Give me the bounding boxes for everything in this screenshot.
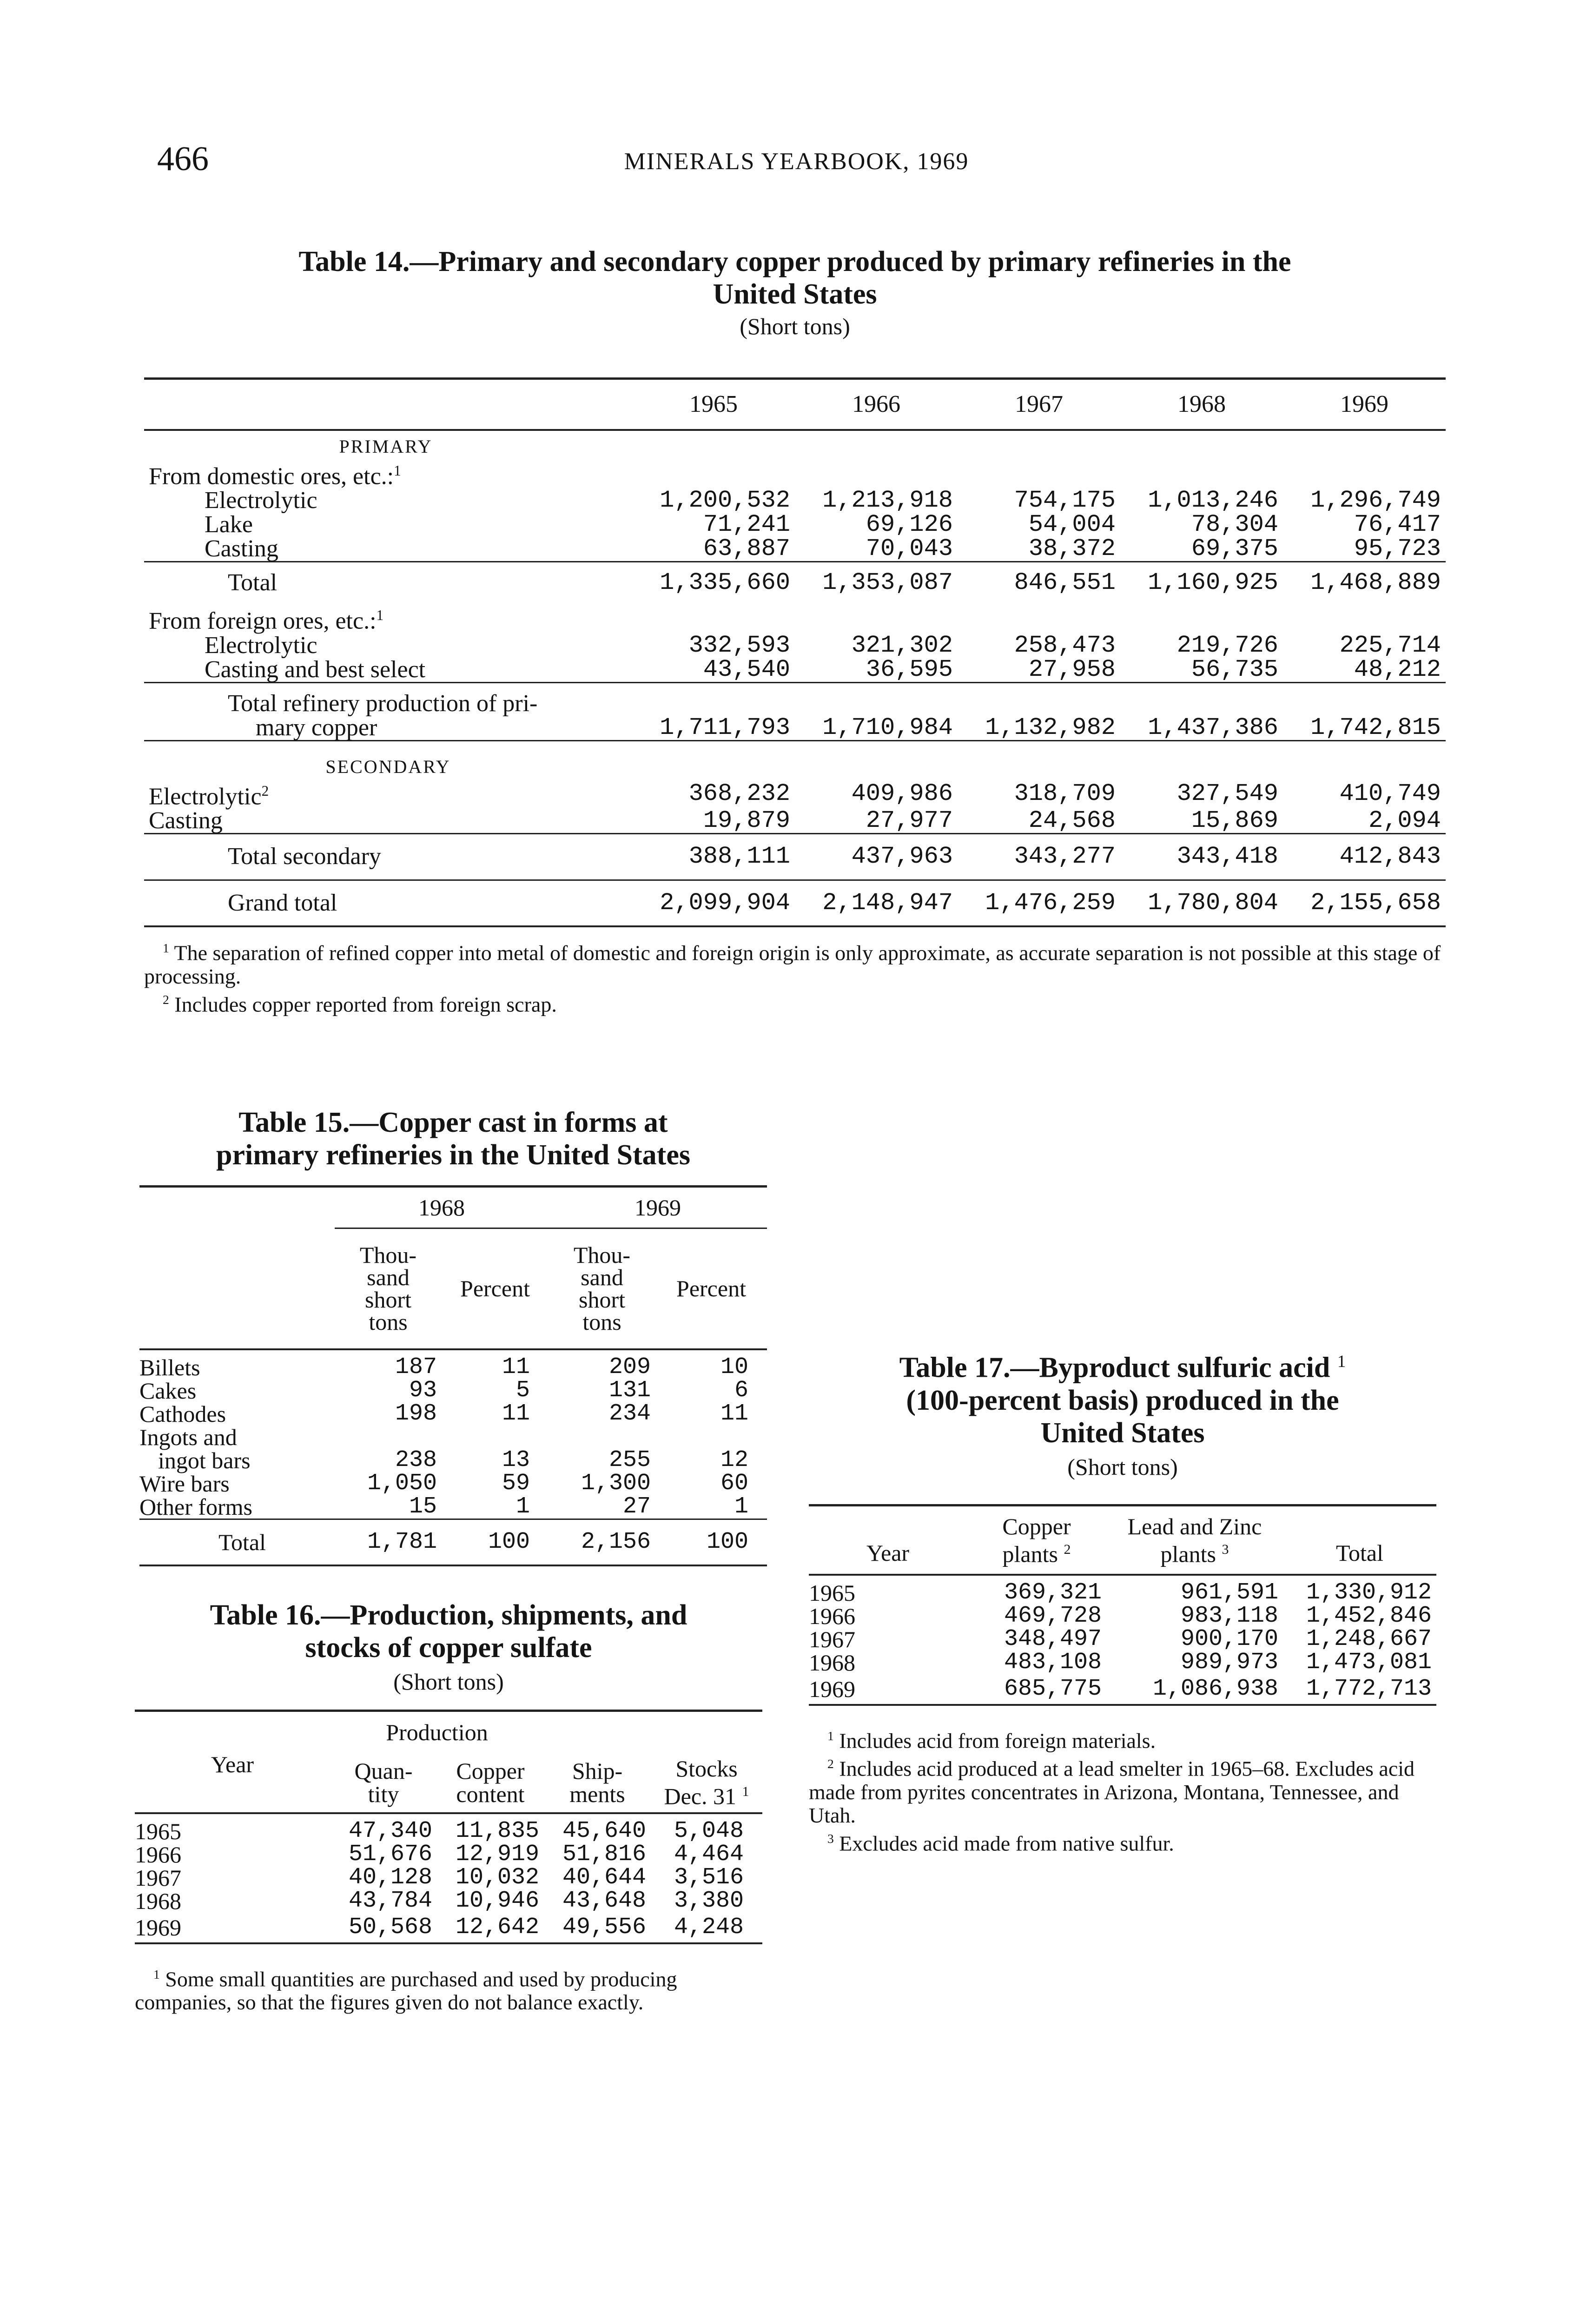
table-15-year-row: 1968 1969 [139,1187,767,1228]
col-header: Percent [655,1228,767,1349]
col-header: Total [1283,1505,1436,1575]
footnote: $^1$ Includes acid from foreign materials. [827,1729,1156,1753]
table-row: Other forms 15 1 27 1 [139,1495,767,1519]
table-row: ingot bars 238 13 255 12 [158,1446,748,1473]
subsection-heading: From foreign ores, etc.:$^1$ [149,607,384,634]
table-row: Casting and best select 43,540 36,595 27,958 56,735 48,212 [144,658,1446,683]
table-row: Electrolytic 332,593 321,302 258,473 219,726 225,714 [205,631,1441,659]
grand-total-row: Grand total 2,099,904 2,148,947 1,476,259 1,780,804 2,155,658 [144,880,1446,926]
year-header: 1965 [689,390,738,417]
table-row: Ingots and [139,1424,237,1450]
col-header: Percent [442,1228,549,1349]
table-row: Electrolytic$^2$ 368,232 409,986 318,709 327,549 410,749 [149,779,1441,810]
table-15-grid [139,1185,767,1566]
year-header: 1967 [1015,390,1063,417]
table-row: 1966 469,728 983,118 1,452,846 [809,1603,1432,1630]
table-row: 1967 40,128 10,032 40,644 3,516 [135,1864,744,1891]
total-row: Total secondary 388,111 437,963 343,277 343,418 412,843 [144,833,1446,880]
section-heading: PRIMARY [339,436,433,457]
col-header: Ship- ments [544,1753,651,1813]
page-number: 466 [157,140,209,178]
table-17 [809,1346,1436,1855]
table-row: 1969 50,568 12,642 49,556 4,248 [135,1913,762,1943]
year-header: 1968 [1177,390,1226,417]
subsection-heading: From domestic ores, etc.:$^1$ [149,462,401,489]
table-row: Billets 187 11 209 10 [139,1353,748,1380]
table-row: Lake 71,241 69,126 54,004 78,304 76,417 [205,510,1441,538]
table-17-grid [809,1504,1436,1706]
table-row: 1966 51,676 12,919 51,816 4,464 [135,1841,744,1868]
table-14-title: Table 14.—Primary and secondary copper produced by primary refineries in the United States [298,246,1291,310]
table-row: 1965 47,340 11,835 45,640 5,048 [135,1817,744,1844]
col-header: Thou- sand short tons [549,1228,655,1349]
table-row: Wire bars 1,050 59 1,300 60 [139,1470,748,1497]
table-row: 1969 685,775 1,086,938 1,772,713 [809,1674,1436,1705]
table-row: 1965 369,321 961,591 1,330,912 [809,1579,1432,1606]
table-16 [135,1599,762,2014]
table-17-footnotes [809,1724,1436,1855]
total-row: Total refinery production of pri- [228,690,538,717]
table-17-header-row [809,1505,1436,1575]
footnote: $^2$ Includes acid produced at a lead smelter in 1965–68. Excludes acid made from pyrites concentrates in Arizona, Montana, Tennessee, and Utah. [809,1756,1415,1827]
running-head: MINERALS YEARBOOK, 1969 [624,148,969,175]
table-17-title: Table 17.—Byproduct sulfuric acid $^1$ (100-percent basis) produced in the United States [899,1352,1346,1449]
table-row: 1968 483,108 989,973 1,473,081 [809,1649,1432,1676]
table-row: Electrolytic 1,200,532 1,213,918 754,175 1,013,246 1,296,749 [205,486,1441,514]
table-14 [144,245,1446,1016]
col-header: Stocks Dec. 31 $^1$ [651,1753,762,1813]
col-header-production: Production [386,1719,488,1745]
table-17-subtitle: (Short tons) [1067,1453,1178,1480]
table-row: Casting 19,879 27,977 24,568 15,869 2,094 [144,809,1446,834]
table-16-header-row [135,1753,762,1813]
table-16-subtitle: (Short tons) [393,1669,504,1695]
table-14-grid [144,377,1446,927]
year-header: 1966 [852,390,900,417]
table-16-title: Table 16.—Production, shipments, and stocks of copper sulfate [210,1599,687,1664]
col-header: Copper content [437,1753,544,1813]
total-row: mary copper 1,711,793 1,710,984 1,132,982 1,437,386 1,742,815 [144,716,1446,741]
col-header: Quan- tity [330,1753,437,1813]
table-15 [139,1106,767,1566]
col-header: Lead and Zinc plants $^3$ [1106,1505,1283,1575]
year-header: 1969 [1340,390,1388,417]
col-header: Year [135,1753,330,1813]
total-row: Total 1,781 100 2,156 100 [139,1519,767,1565]
table-14-footnotes [144,937,1446,1016]
table-row: Cakes 93 5 131 6 [139,1377,748,1404]
table-row: 1968 43,784 10,946 43,648 3,380 [135,1887,744,1914]
footnote: $^2$ Includes copper reported from foreign scrap. [163,992,557,1017]
table-row: 1967 348,497 900,170 1,248,667 [809,1626,1432,1653]
col-header: Thou- sand short tons [335,1228,442,1349]
section-heading: SECONDARY [325,756,451,777]
table-15-title: Table 15.—Copper cast in forms at primary refineries in the United States [216,1107,690,1171]
table-14-subtitle: (Short tons) [740,313,850,339]
footnote: $^3$ Excludes acid made from native sulfur. [827,1831,1174,1855]
table-row: Casting 63,887 70,043 38,372 69,375 95,723 [144,537,1446,562]
total-row: Total 1,335,660 1,353,087 846,551 1,160,925 1,468,889 [228,569,1441,597]
table-14-header-row [144,379,1446,430]
table-15-header-row [139,1228,767,1349]
footnote: $^1$ The separation of refined copper into metal of domestic and foreign origin is only approximate, as accurate separation is not possible at this stage of processing. [144,941,1441,988]
col-header: Copper plants $^2$ [967,1505,1106,1575]
table-row: Cathodes 198 11 234 11 [139,1400,748,1427]
footnote: $^1$ Some small quantities are purchased and used by producing companies, so that the figures given do not balance exactly. [135,1967,677,2014]
col-header: Year [809,1505,967,1575]
table-16-grid [135,1710,762,1944]
